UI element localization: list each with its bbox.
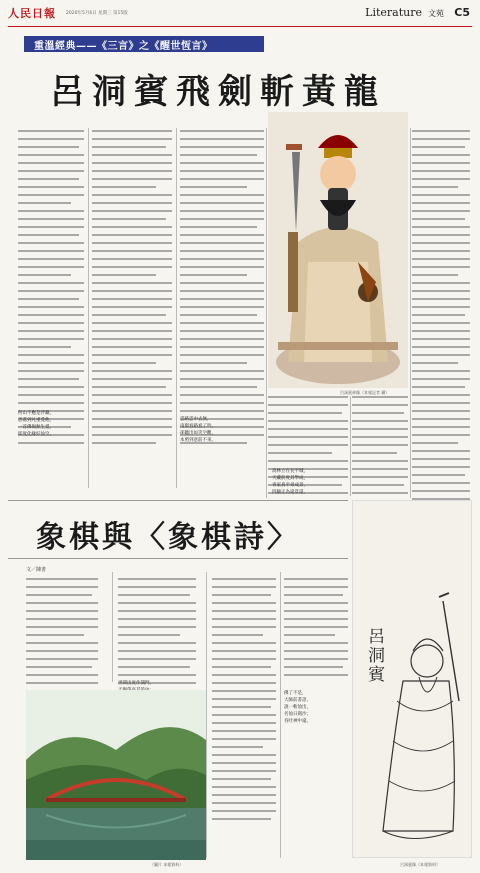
pullquote-line: 本照到意前不來。 [180,438,216,443]
column-divider [410,128,411,498]
secondary-headline: 象棋與〈象棋詩〉 [36,520,300,555]
column-divider [350,396,351,496]
statue-caption: 呂洞賓神像（本報記者 攝） [340,390,390,395]
body-column-7 [118,578,196,690]
section-title-en: Literature [365,6,422,19]
pullquote-line: 四顧正為遠景還。 [272,490,308,495]
column-divider [206,572,207,858]
section-rule-bottom [8,558,348,559]
masthead-logo: 人民日報 [8,7,56,20]
body-column-5 [352,396,408,500]
pullquote-line: 說一斬仙出， [284,705,311,710]
pullquote-line: 一首佛偈無生覓， [18,425,54,430]
pullquote-2 [180,416,216,444]
pullquote-line: 卻聽出如笑空觀， [180,431,216,436]
statue-illustration [268,112,408,388]
column-divider [112,572,113,682]
pullquote-line: 南嶺看路看了吟， [180,424,216,429]
column-divider [280,572,281,858]
pullquote-1 [18,410,54,438]
header-rule [8,26,472,27]
pullquote-line: 高林立在長平城， [272,469,308,474]
bridge-illustration [26,690,206,860]
byline: 文／陳書 [26,567,47,573]
column-divider [266,128,267,498]
pullquote-line: 名仙日劍沙； [284,712,311,717]
pullquote-line: 青家真平尋成景， [272,483,308,488]
section-rule-top [8,500,348,501]
pullquote-line: 吞吐神中遠。 [284,719,311,724]
lu-dongbin-caption: 呂洞賓像（本報資料） [400,862,440,867]
page-number: C5 [454,6,470,19]
column-divider [88,128,89,488]
pullquote-line: 世間出度作開門， [118,681,154,686]
bridge-caption: （圖片 本報資料） [150,862,184,867]
bridge-photo [26,690,206,860]
body-column-9 [284,578,348,682]
body-column-1 [18,130,84,450]
pullquote-line: 恐落到凡重覓他， [18,418,54,423]
pullquote-line: 何山不應是浮藏， [18,411,54,416]
pullquote-line: 大師前書語， [284,698,311,703]
series-banner-text: 重溫經典——《三言》之《醒世恆言》 [34,41,213,52]
pullquote-line: 天藏前度其學成， [272,476,308,481]
pullquote-3 [272,468,308,496]
pullquote-line: 佛了不是， [284,691,307,696]
body-column-2 [92,130,172,450]
pullquote-line: 雲路雲中去無， [180,417,212,422]
body-column-8 [212,578,276,826]
pullquote-line: 即度化緣好仙空。 [18,432,54,437]
main-headline: 呂洞賓飛劍斬黃龍 [50,72,386,112]
dateline: 2020年5月6日 星期三 第15版 [66,11,128,16]
pullquote-5 [284,690,311,725]
lu-dongbin-title: 呂洞賓 [368,627,385,685]
statue-photo [268,112,408,388]
body-column-3 [180,130,264,450]
body-column-6 [26,578,98,690]
body-column-right-top [412,130,470,514]
column-divider [176,128,177,488]
section-title-zh: 文苑 [428,9,444,18]
